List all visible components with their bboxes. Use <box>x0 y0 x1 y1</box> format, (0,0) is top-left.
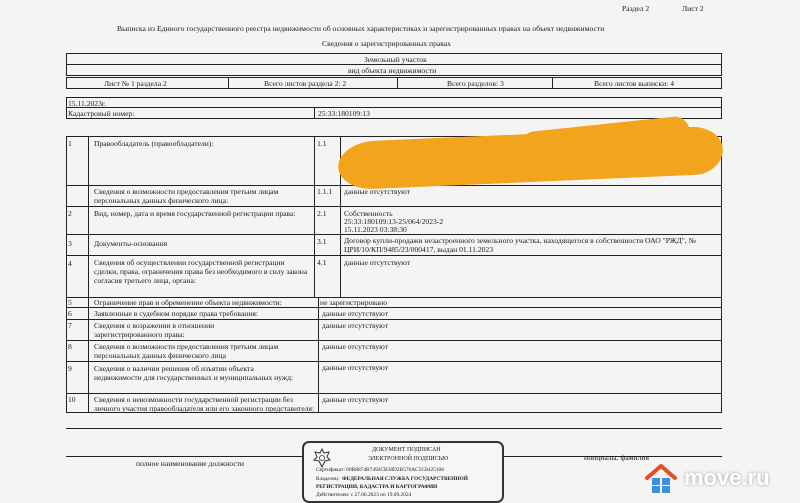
document-title: Выписка из Единого государственного реестра недвижимости об основных характеристиках и зарегистрированных правах на объект недвижимости <box>117 24 605 33</box>
row-number: 4 <box>68 259 72 268</box>
row-value-line: 15.11.2023 03:38:30 <box>344 225 407 234</box>
sheet-label: Лист 2 <box>682 4 704 13</box>
row-number: 3 <box>68 239 72 248</box>
rule <box>66 64 722 65</box>
rule <box>66 75 722 76</box>
rule <box>66 77 722 78</box>
sheet-number: Лист № 1 раздела 2 <box>104 79 167 88</box>
rule <box>66 107 722 108</box>
row-number: 1 <box>68 139 72 148</box>
rule <box>66 88 722 89</box>
stamp-owner: РЕГИСТРАЦИИ, КАДАСТРА И КАРТОГРАФИИ <box>316 484 438 490</box>
row-label: Сведения о возможности предоставления третьим лицам персональных данных физического лица: <box>94 187 279 205</box>
row-value: данные отсутствуют <box>322 309 389 318</box>
row-value: данные отсутствуют <box>322 342 389 351</box>
brand-wordmark: move.ru <box>684 465 770 490</box>
row-number: 10 <box>68 395 76 404</box>
row-code: 1.1.1 <box>317 187 333 196</box>
stamp-owner-label: Владелец: <box>316 476 340 482</box>
row-label: Сведения о невозможности государственной регистрации без личного участия правообладателя или его законного представителя: <box>94 395 315 413</box>
stamp-subtitle: ЭЛЕКТРОННОЙ ПОДПИСЬЮ <box>368 456 449 462</box>
row-value: данные отсутствуют <box>344 258 411 267</box>
rule <box>66 53 722 54</box>
row-label: Сведения о наличии решения об изъятии объекта недвижимости для государственных и муниципальных нужд: <box>94 364 294 382</box>
rule <box>66 255 722 256</box>
row-value: Договор купли-продажи незастроенного земельного участка, находящегося в собственности ОАО "РЖД", № ЦРИ/10/КП/9485/23/000417, выдан 01.11.2023 <box>344 236 696 254</box>
row-label: Вид, номер, дата и время государственной регистрации права: <box>94 209 296 218</box>
rule <box>66 340 722 341</box>
rule <box>66 234 722 235</box>
coat-of-arms-icon <box>312 447 332 469</box>
rule <box>721 136 722 412</box>
row-number: 5 <box>68 298 72 307</box>
rule <box>397 77 398 88</box>
rule <box>66 319 722 320</box>
house-logo-icon <box>644 461 678 495</box>
stamp-owner: ФЕДЕРАЛЬНАЯ СЛУЖБА ГОСУДАРСТВЕННОЙ <box>342 476 468 482</box>
row-code: 2.1 <box>317 209 327 218</box>
total-sections: Всего разделов: 3 <box>447 79 504 88</box>
row-number: 8 <box>68 342 72 351</box>
total-sheets-extract: Всего листов выписки: 4 <box>594 79 674 88</box>
rule <box>66 97 722 98</box>
row-label: Ограничение прав и обременение объекта недвижимости: <box>94 298 282 307</box>
row-code: 4.1 <box>317 258 327 267</box>
stamp-certificate: Сертификат: 00B8874B7492CB38D2B576AC5C8425108 <box>316 467 444 473</box>
row-label: Правообладатель (правообладатели): <box>94 139 214 148</box>
rule <box>66 97 67 118</box>
extract-date: 15.11.2023г. <box>68 99 107 108</box>
electronic-signature-stamp <box>302 441 504 503</box>
signature-line <box>66 456 302 457</box>
row-label: Сведения о возражении в отношении зарегистрированного права: <box>94 321 215 339</box>
rule <box>88 136 89 412</box>
rule <box>66 393 722 394</box>
stamp-validity: Действителен: с 27.06.2023 по 19.09.2024 <box>316 492 412 498</box>
row-label: Документы-основания <box>94 239 168 248</box>
row-value: данные отсутствуют <box>322 363 389 372</box>
position-caption: полное наименование должности <box>136 459 244 468</box>
document-subtitle: Сведения о зарегистрированных правах <box>322 39 451 48</box>
rule <box>318 297 319 412</box>
row-label: Сведения о возможности предоставления третьим лицам персональных данных физического лица <box>94 342 279 360</box>
row-label: Заявленные в судебном порядке права требования: <box>94 309 258 318</box>
rule <box>314 136 315 297</box>
rule <box>66 206 722 207</box>
rule <box>66 118 722 119</box>
cadastral-label: Кадастровый номер: <box>68 109 135 118</box>
cadastral-number: 25:33:180109:13 <box>318 109 370 118</box>
rule <box>66 136 67 412</box>
initials-caption: инициалы, фамилия <box>584 453 649 462</box>
rule <box>314 107 315 118</box>
rule <box>552 77 553 88</box>
row-number: 7 <box>68 321 72 330</box>
object-type-value: Земельный участок <box>364 55 427 64</box>
row-code: 3.1 <box>317 237 327 246</box>
section-label: Раздел 2 <box>622 4 650 13</box>
rule <box>66 53 67 75</box>
row-number: 9 <box>68 364 72 373</box>
object-type-caption: вид объекта недвижимости <box>348 66 437 75</box>
row-value-line: 25:33:180109:13-25/064/2023-2 <box>344 217 444 226</box>
stamp-title: ДОКУМЕНТ ПОДПИСАН <box>372 447 441 453</box>
row-value-line: Собственность <box>344 209 393 218</box>
rule <box>66 361 722 362</box>
rule <box>66 307 722 308</box>
rule <box>721 97 722 118</box>
row-number: 2 <box>68 209 72 218</box>
rule <box>228 77 229 88</box>
row-code: 1.1 <box>317 139 327 148</box>
rule <box>721 53 722 75</box>
rule <box>66 77 67 88</box>
row-value: данные отсутствуют <box>344 187 411 196</box>
brand-watermark <box>644 458 800 498</box>
row-value: данные отсутствуют <box>322 395 389 404</box>
row-number: 6 <box>68 309 72 318</box>
total-sheets-section: Всего листов раздела 2: 2 <box>264 79 347 88</box>
row-label: Сведения об осуществлении государственной регистрации сделки, права, ограничения права без необходимого в силу закона согласия третьего лица, органа: <box>94 258 308 285</box>
rule <box>66 428 722 429</box>
row-value: не зарегистрировано <box>320 298 388 307</box>
rule <box>721 77 722 88</box>
row-value: данные отсутствуют <box>322 321 389 330</box>
